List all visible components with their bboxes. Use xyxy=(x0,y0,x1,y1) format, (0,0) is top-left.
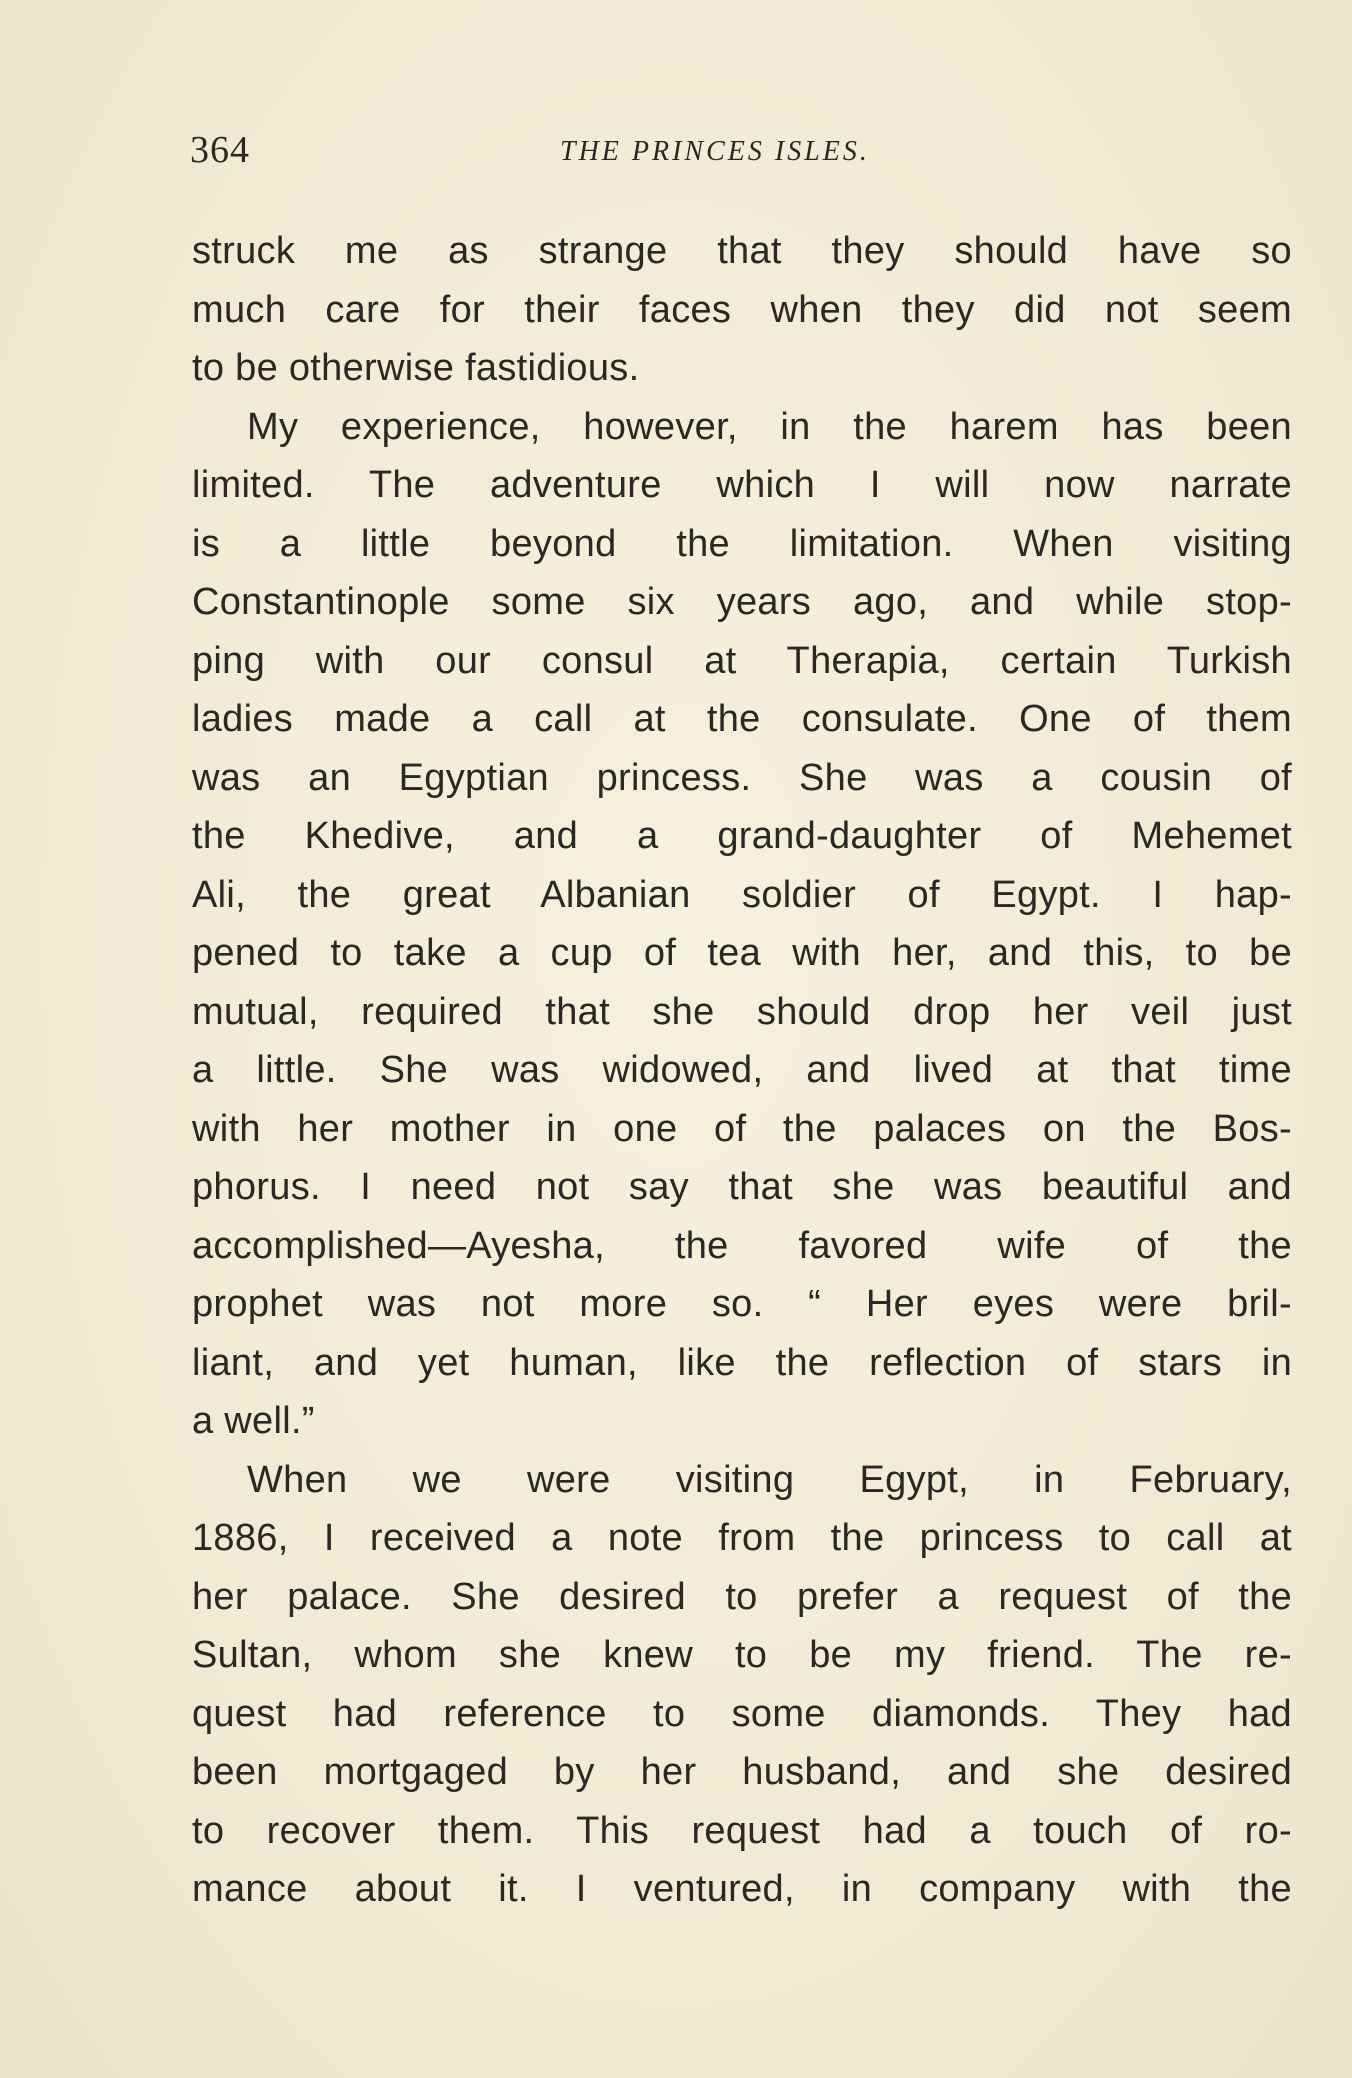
text-line: ping with our consul at Therapia, certain Turkish xyxy=(192,639,1292,682)
text-line: accomplished—Ayesha, the favored wife of the xyxy=(192,1224,1292,1267)
text-line: 1886, I received a note from the princess to call at xyxy=(192,1517,1292,1559)
text-line: with her mother in one of the palaces on the Bos- xyxy=(192,1107,1292,1150)
text-line: Ali, the great Albanian soldier of Egypt. I hap- xyxy=(192,873,1292,916)
text-line: is a little beyond the limitation. When visiting xyxy=(192,522,1292,565)
text-line: a well.” xyxy=(192,1400,315,1442)
running-title: THE PRINCES ISLES. xyxy=(560,136,870,167)
text-line: was an Egyptian princess. She was a cousin of xyxy=(192,756,1292,799)
text-line: pened to take a cup of tea with her, and this, to be xyxy=(192,932,1292,974)
text-line: her palace. She desired to prefer a request of the xyxy=(192,1575,1292,1618)
text-line: My experience, however, in the harem has been xyxy=(247,405,1292,448)
text-line: been mortgaged by her husband, and she desired xyxy=(192,1751,1292,1793)
text-line: ladies made a call at the consulate. One of them xyxy=(192,698,1292,740)
text-line: limited. The adventure which I will now narrate xyxy=(192,464,1292,506)
text-line: When we were visiting Egypt, in February, xyxy=(247,1458,1292,1501)
text-line: mance about it. I ventured, in company with the xyxy=(192,1868,1292,1910)
text-line: to be otherwise fastidious. xyxy=(192,347,640,389)
text-line: Constantinople some six years ago, and while stop- xyxy=(192,581,1292,623)
text-line: phorus. I need not say that she was beautiful and xyxy=(192,1166,1292,1208)
text-line: Sultan, whom she knew to be my friend. The re- xyxy=(192,1634,1292,1676)
text-line: mutual, required that she should drop her veil just xyxy=(192,990,1292,1033)
text-line: the Khedive, and a grand-daughter of Mehemet xyxy=(192,815,1292,857)
page-number: 364 xyxy=(190,129,250,171)
text-line: prophet was not more so. “ Her eyes were bril- xyxy=(192,1283,1292,1325)
text-line: much care for their faces when they did not seem xyxy=(192,288,1292,331)
text-line: a little. She was widowed, and lived at that time xyxy=(192,1049,1292,1091)
text-line: to recover them. This request had a touch of ro- xyxy=(192,1809,1292,1852)
text-line: struck me as strange that they should have so xyxy=(192,230,1292,272)
text-line: liant, and yet human, like the reflection of stars in xyxy=(192,1341,1292,1384)
page-header xyxy=(190,128,1320,178)
text-line: quest had reference to some diamonds. They had xyxy=(192,1692,1292,1735)
body-text xyxy=(192,222,1292,1919)
